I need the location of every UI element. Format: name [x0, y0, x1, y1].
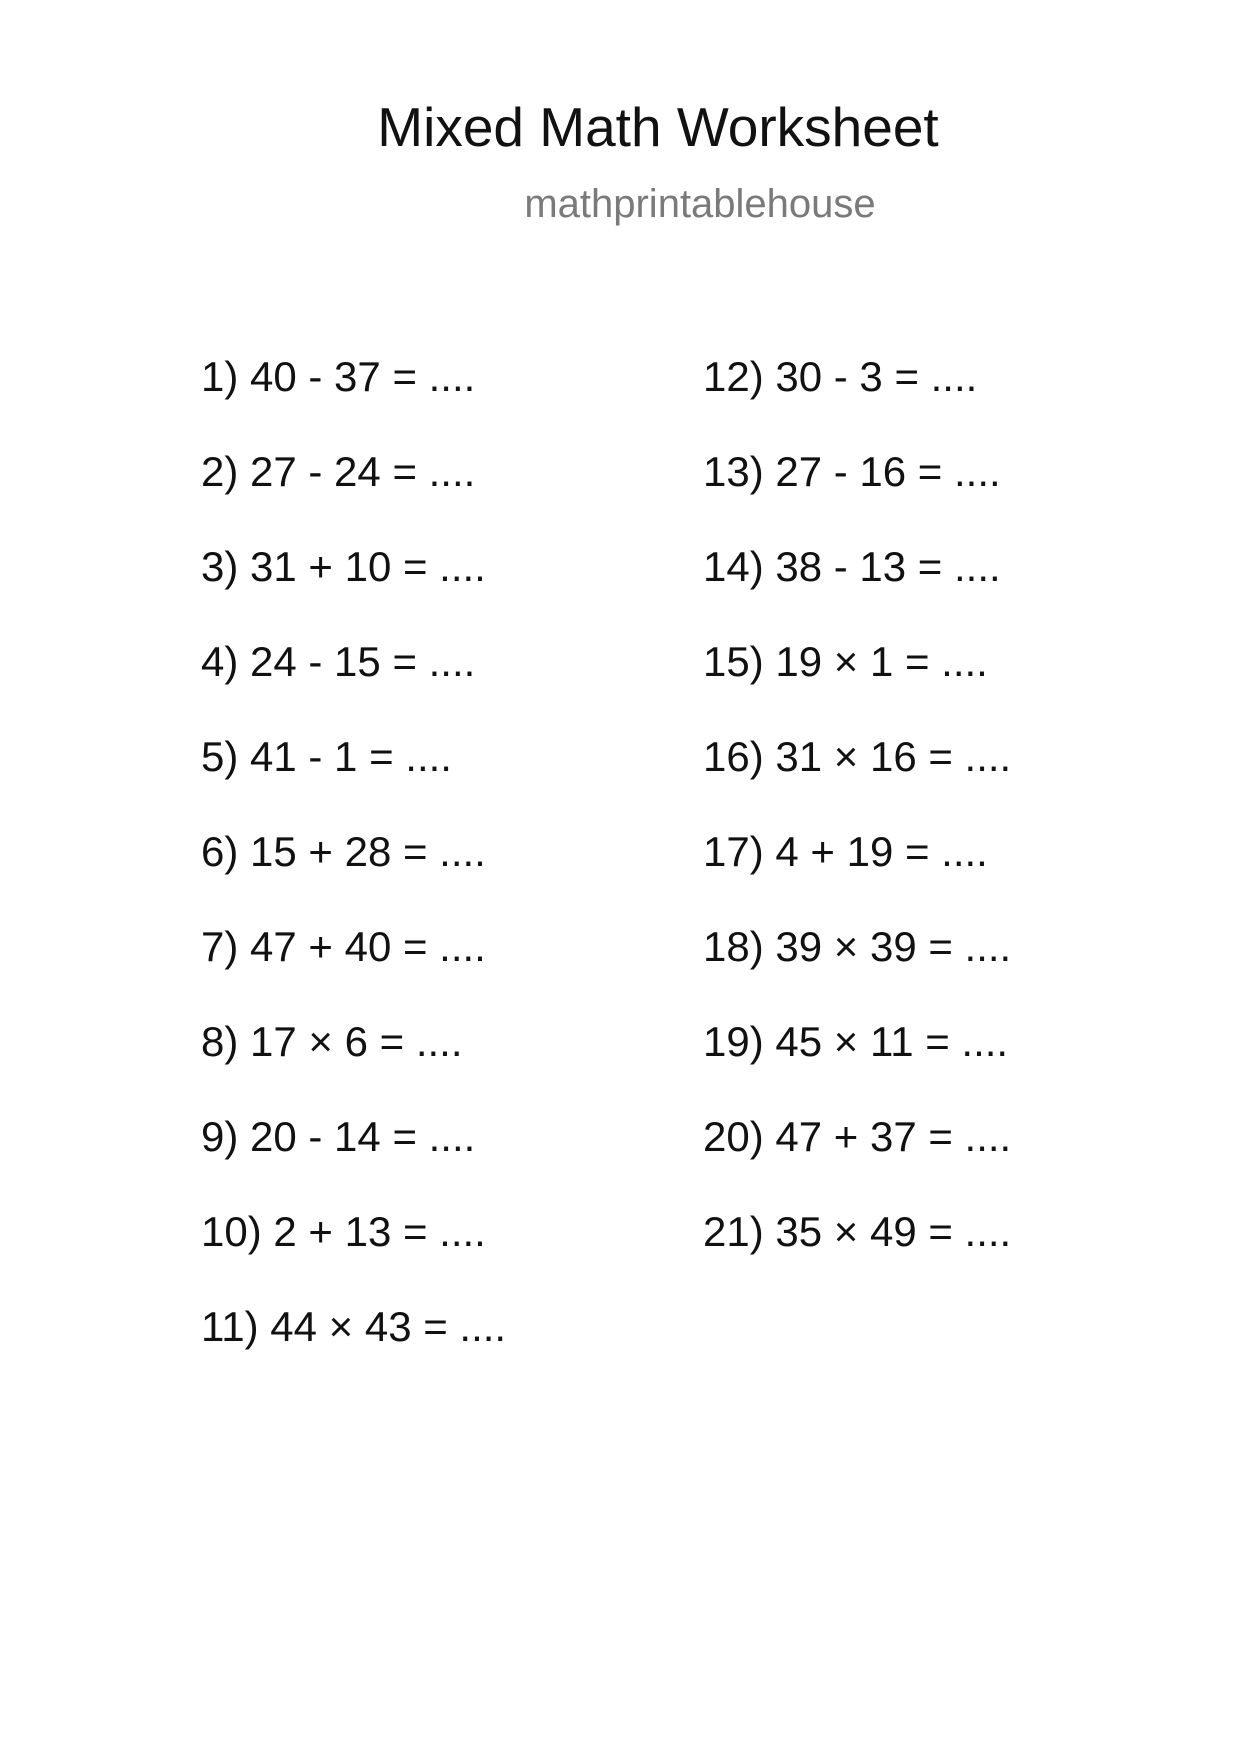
problem-3: 3) 31 + 10 = .... [201, 543, 486, 590]
problem-11: 11) 44 × 43 = .... [201, 1303, 507, 1350]
problems-right-column [703, 353, 1011, 1303]
problem-1: 1) 40 - 37 = .... [201, 353, 476, 400]
problem-7: 7) 47 + 40 = .... [201, 923, 486, 970]
problem-10: 10) 2 + 13 = .... [201, 1208, 486, 1255]
problem-4: 4) 24 - 15 = .... [201, 638, 476, 685]
problem-6: 6) 15 + 28 = .... [201, 828, 486, 875]
problem-18: 18) 39 × 39 = .... [703, 923, 1012, 970]
problem-8: 8) 17 × 6 = .... [201, 1018, 463, 1065]
problem-21: 21) 35 × 49 = .... [703, 1208, 1012, 1255]
problem-9: 9) 20 - 14 = .... [201, 1113, 476, 1160]
problem-20: 20) 47 + 37 = .... [703, 1113, 1012, 1160]
worksheet-title: Mixed Math Worksheet [377, 96, 939, 158]
problem-19: 19) 45 × 11 = .... [703, 1018, 1009, 1065]
problems-left-column [201, 353, 506, 1398]
worksheet-subtitle: mathprintablehouse [524, 182, 876, 226]
problem-17: 17) 4 + 19 = .... [703, 828, 988, 875]
problem-16: 16) 31 × 16 = .... [703, 733, 1012, 780]
problem-5: 5) 41 - 1 = .... [201, 733, 452, 780]
problem-12: 12) 30 - 3 = .... [703, 353, 978, 400]
problem-2: 2) 27 - 24 = .... [201, 448, 476, 495]
problem-13: 13) 27 - 16 = .... [703, 448, 1001, 495]
problem-15: 15) 19 × 1 = .... [703, 638, 988, 685]
problem-14: 14) 38 - 13 = .... [703, 543, 1001, 590]
